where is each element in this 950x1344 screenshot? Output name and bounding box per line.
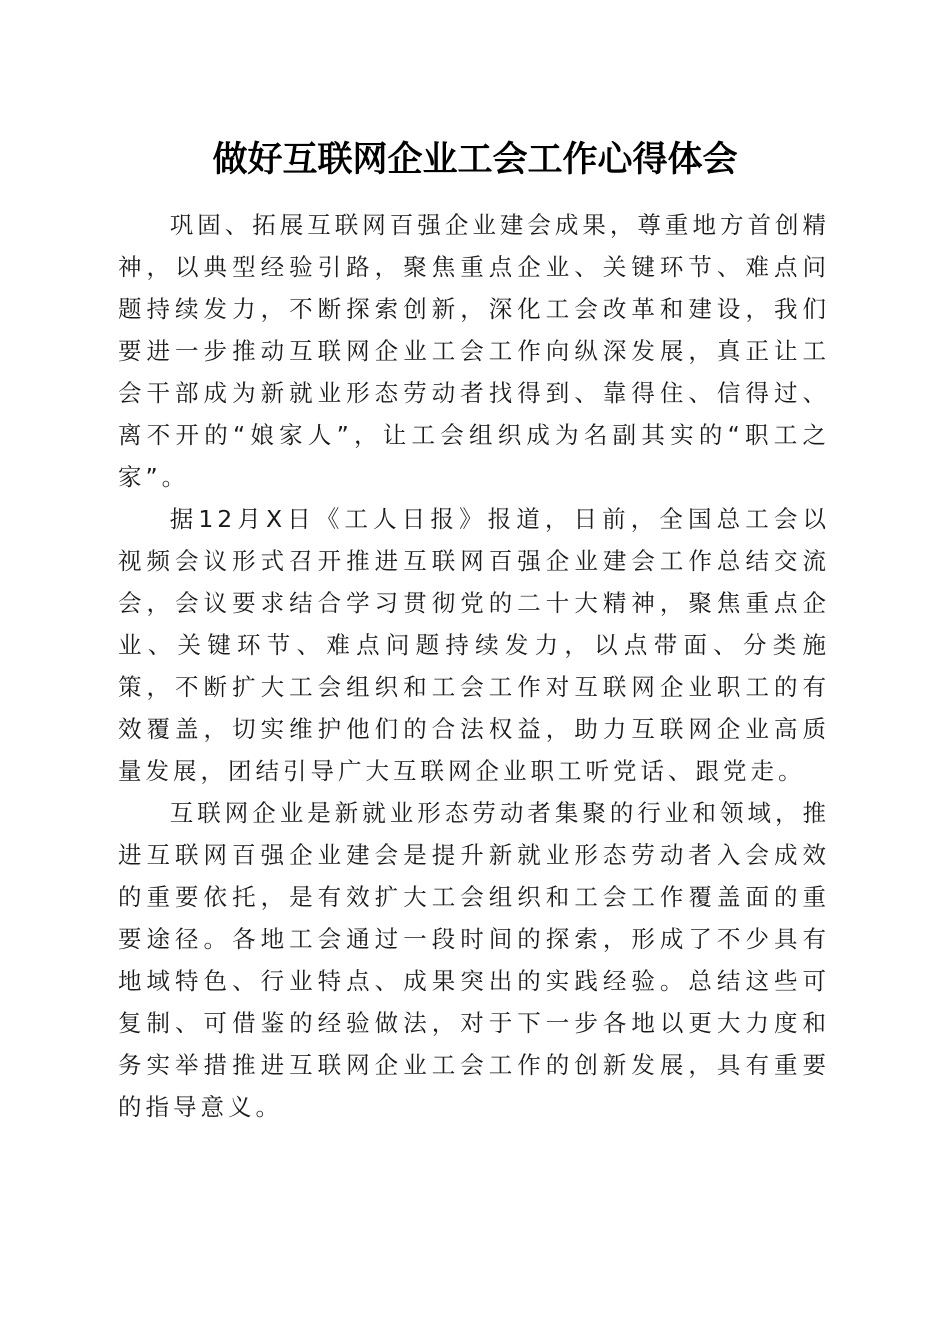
document-title: 做好互联网企业工会工作心得体会 bbox=[212, 139, 738, 180]
paragraph-1: 巩固、拓展互联网百强企业建会成果，尊重地方首创精神，以典型经验引路，聚焦重点企业、关键环节、难点问题持续发力，不断探索创新，深化工会改革和建设，我们要进一步推动互联网企业工会工作向纵深发展，真正让工会干部成为新就业形态劳动者找得到、靠得住、信得过、离不开的“娘家人”，让工会组织成为名副其实的“职工之家”。 bbox=[118, 211, 830, 491]
document-body bbox=[118, 204, 830, 1128]
paragraph-3: 互联网企业是新就业形态劳动者集聚的行业和领域，推进互联网百强企业建会是提升新就业形态劳动者入会成效的重要依托，是有效扩大工会组织和工会工作覆盖面的重要途径。各地工会通过一段时间的探索，形成了不少具有地域特色、行业特点、成果突出的实践经验。总结这些可复制、可借鉴的经验做法，对于下一步各地以更大力度和务实举措推进互联网企业工会工作的创新发展，具有重要的指导意义。 bbox=[118, 799, 830, 1121]
paragraph-2: 据12月X日《工人日报》报道，日前，全国总工会以视频会议形式召开推进互联网百强企业建会工作总结交流会，会议要求结合学习贯彻党的二十大精神，聚焦重点企业、关键环节、难点问题持续发力，以点带面、分类施策，不断扩大工会组织和工会工作对互联网企业职工的有效覆盖，切实维护他们的合法权益，助力互联网企业高质量发展，团结引导广大互联网企业职工听党话、跟党走。 bbox=[118, 505, 830, 785]
